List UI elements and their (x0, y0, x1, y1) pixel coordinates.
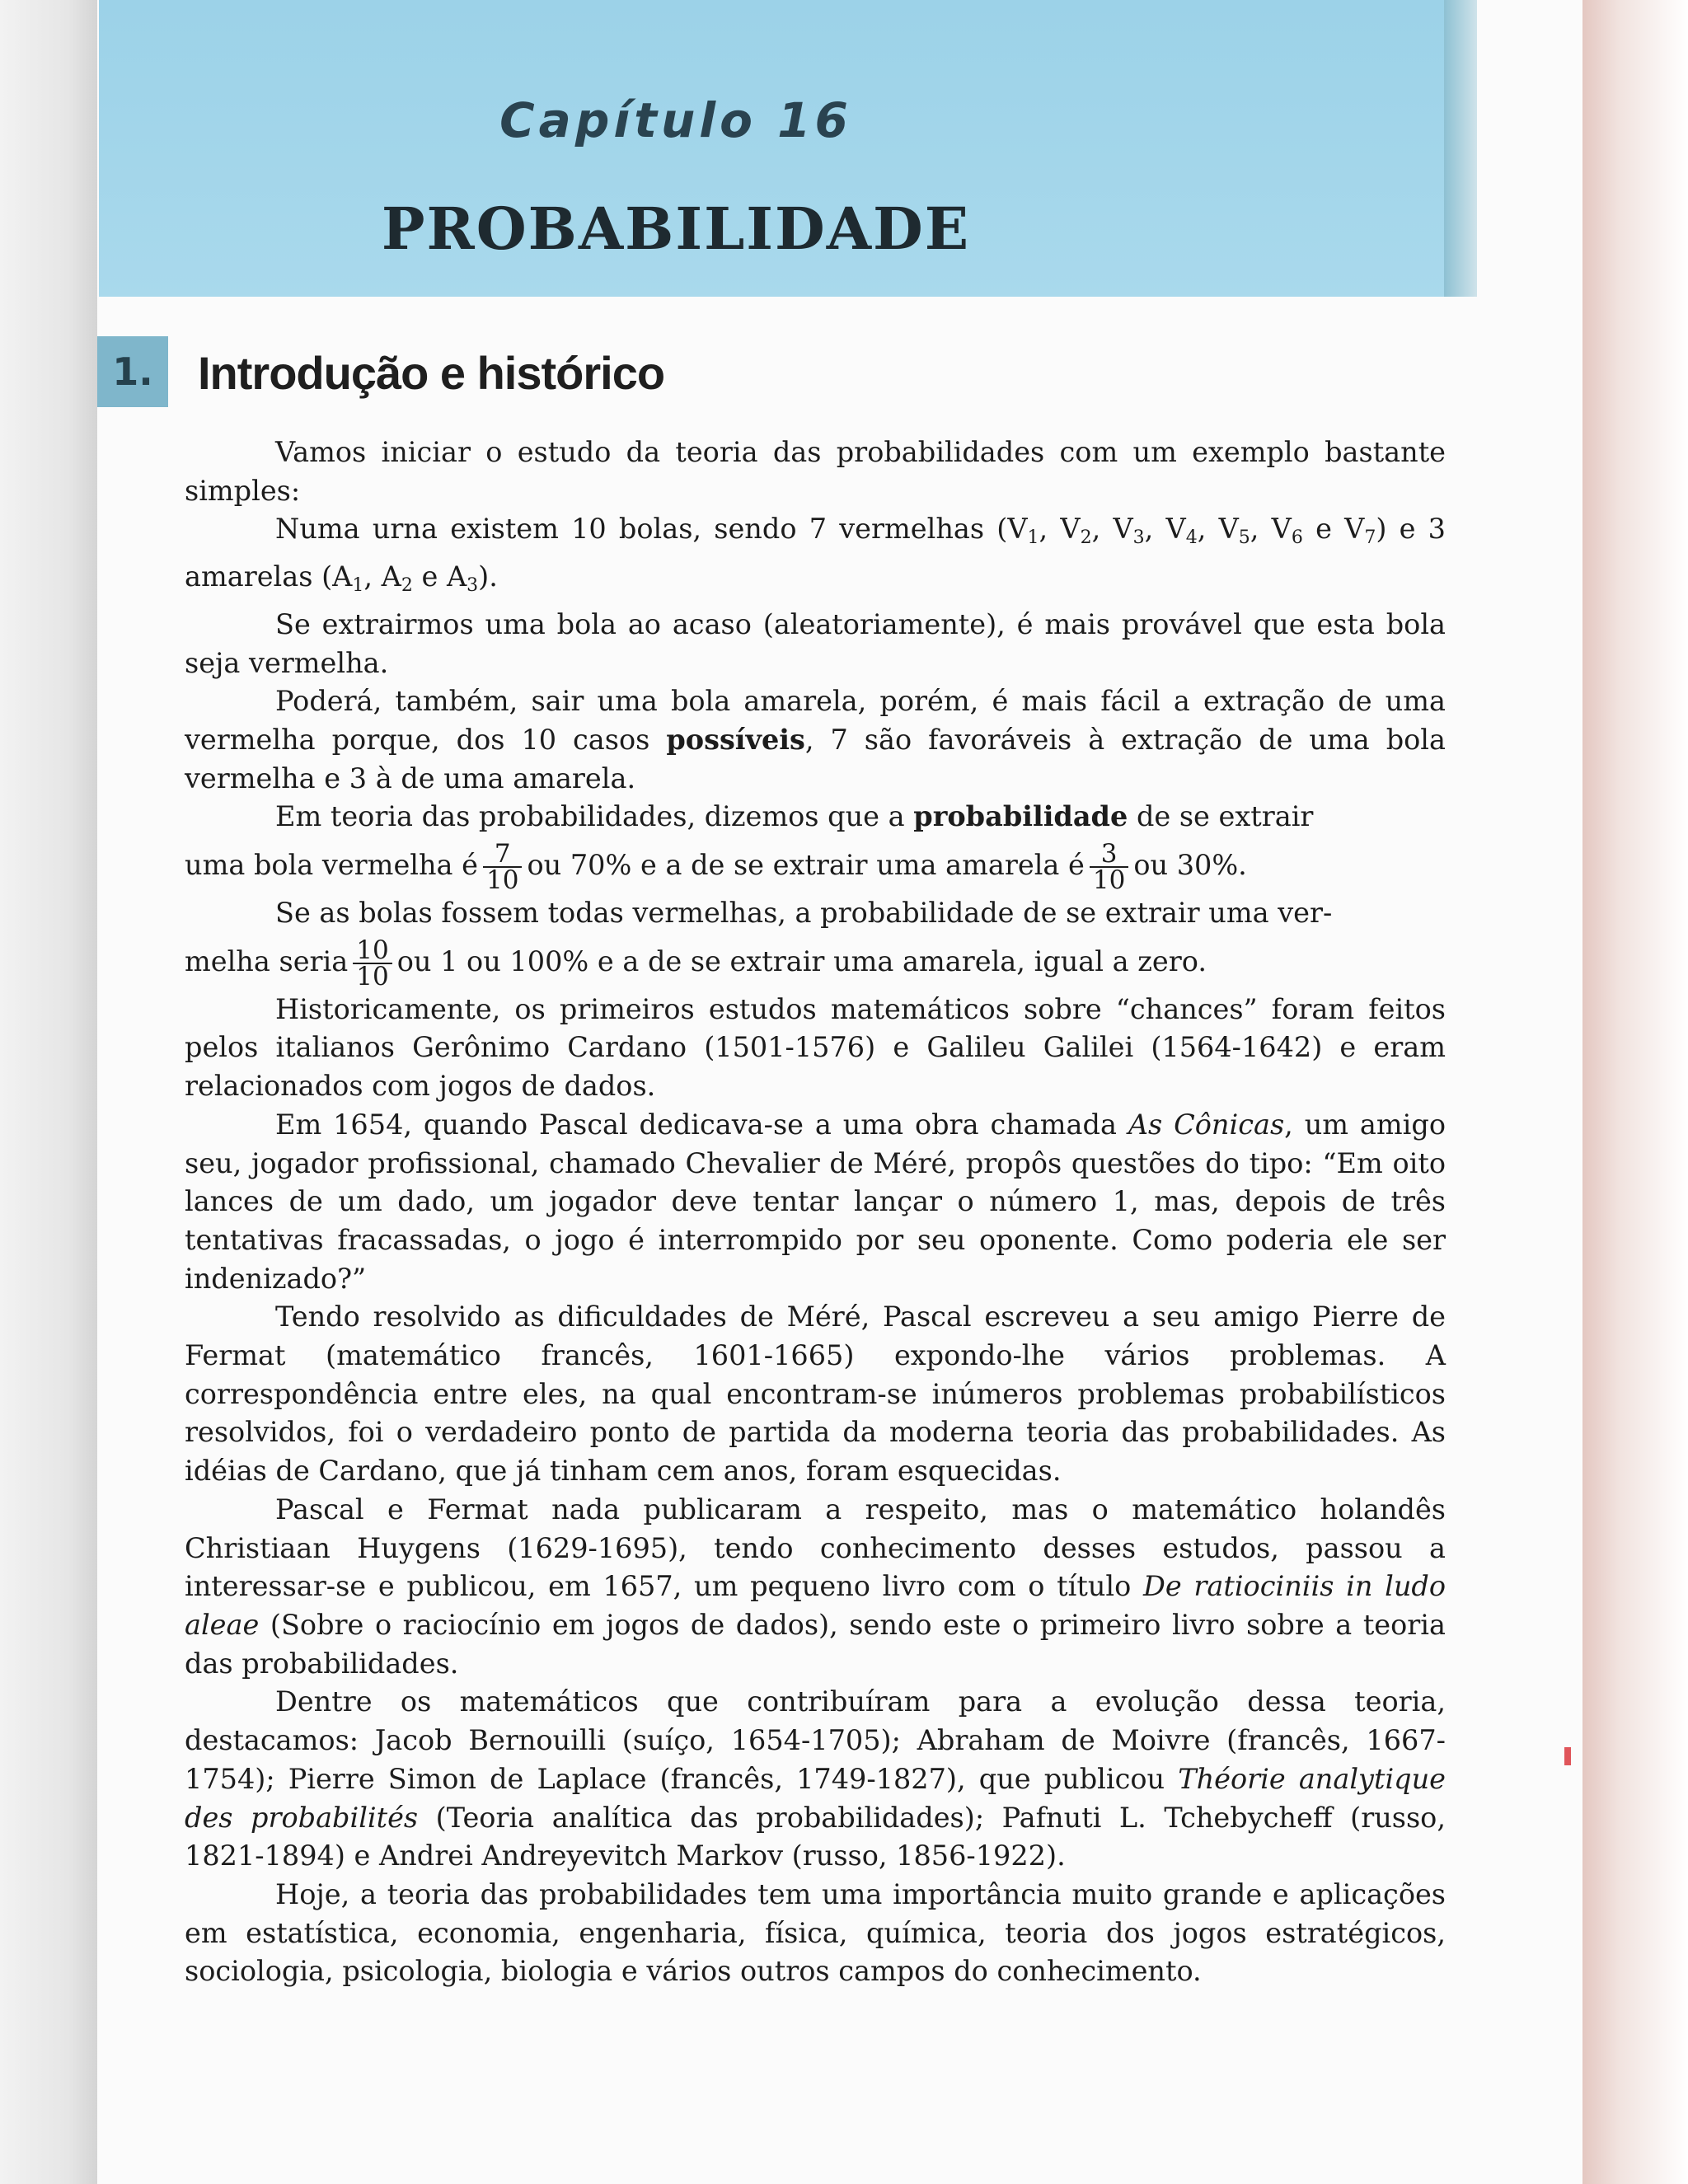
paragraph-fraction-line: melha seria $\frac{10}{10}$ ou 1 ou 100% e a de se extrair uma amarela, igual a zero. (185, 935, 1207, 991)
fraction: $\frac{7}{10}$ (483, 841, 522, 893)
chapter-title: PROBABILIDADE (381, 194, 971, 263)
paragraph: Dentre os matemáticos que contribuíram para a evolução dessa teoria, destacamos: Jacob Bernouilli (suíço, 1654-1705); Abraham de Moivre (francês, 1667-1754); Pierre Simon de Laplace (francês, 1749-1827), que publicou Théorie analytique des probabilités (Teoria analítica das probabilidades); Pafnuti L. Tchebycheff (russo, 1821-1894) e Andrei Andreyevitch Markov (russo, 1856-1922). (185, 1685, 1446, 1872)
page-right-edge (1582, 0, 1688, 2184)
paragraph-fraction-line: uma bola vermelha é $\frac{7}{10}$ ou 70% e a de se extrair uma amarela é $\frac{3}{10}$ ou 30%. (185, 839, 1247, 896)
paragraph: Poderá, também, sair uma bola amarela, porém, é mais fácil a extração de uma vermelha porque, dos 10 casos possíveis, 7 são favoráveis à extração de uma bola vermelha e 3 à de uma amarela. (185, 685, 1446, 794)
header-band-shadow (1444, 0, 1477, 297)
paragraph: Numa urna existem 10 bolas, sendo 7 vermelhas ($V_1$, $V_2$, $V_3$, $V_4$, $V_5$, $V_6$ e $V_7$) e 3 amarelas ($A_1$, $A_2$ e $A_3$). (185, 513, 1446, 597)
body-text (185, 434, 1446, 2082)
paragraph: Em teoria das probabilidades, dizemos que a probabilidade de se extrair (275, 800, 1314, 833)
section-number-badge: 1. (97, 336, 168, 407)
chapter-label: Capítulo 16 (499, 92, 852, 148)
page-edge-mark (1564, 1747, 1571, 1765)
paragraph: Hoje, a teoria das probabilidades tem uma importância muito grande e aplicações em estatística, economia, engenharia, física, química, teoria dos jogos estratégicos, sociologia, psicologia, biologia e vários outros campos do conhecimento. (185, 1877, 1446, 1988)
fraction: $\frac{3}{10}$ (1090, 841, 1128, 893)
paragraph: Se extrairmos uma bola ao acaso (aleatoriamente), é mais provável que esta bola seja vermelha. (185, 607, 1446, 679)
paragraph: Vamos iniciar o estudo da teoria das probabilidades com um exemplo bastante simples: (185, 436, 1446, 507)
paragraph: Se as bolas fossem todas vermelhas, a probabilidade de se extrair uma ver- (275, 897, 1333, 930)
paragraph: Tendo resolvido as dificuldades de Méré, Pascal escreveu a seu amigo Pierre de Fermat (matemático francês, 1601-1665) expondo-lhe vários problemas. A correspondência entre eles, na qual encontram-se inúmeros problemas probabilísticos resolvidos, foi o verdadeiro ponto de partida da moderna teoria das probabilidades. As idéias de Cardano, que já tinham cem anos, foram esquecidas. (185, 1301, 1446, 1488)
section-title: Introdução e histórico (198, 347, 665, 399)
paragraph: Historicamente, os primeiros estudos matemáticos sobre “chances” foram feitos pelos italianos Gerônimo Cardano (1501-1576) e Galileu Galilei (1564-1642) e eram relacionados com jogos de dados. (185, 992, 1446, 1103)
paragraph: Pascal e Fermat nada publicaram a respeito, mas o matemático holandês Christiaan Huygens (1629-1695), tendo conhecimento desses estudos, passou a interessar-se e publicou, em 1657, um pequeno livro com o título De ratiociniis in ludo aleae (Sobre o raciocínio em jogos de dados), sendo este o primeiro livro sobre a teoria das probabilidades. (185, 1493, 1447, 1680)
paragraph: Em 1654, quando Pascal dedicava-se a uma obra chamada As Cônicas, um amigo seu, jogador profissional, chamado Chevalier de Méré, propôs questões do tipo: “Em oito lances de um dado, um jogador deve tentar lançar o número 1, mas, depois de três tentativas fracassadas, o jogo é interrompido por seu oponente. Como poderia ele ser indenizado?” (185, 1108, 1446, 1295)
page-left-gutter (0, 0, 97, 2184)
fraction: $\frac{10}{10}$ (353, 938, 392, 989)
